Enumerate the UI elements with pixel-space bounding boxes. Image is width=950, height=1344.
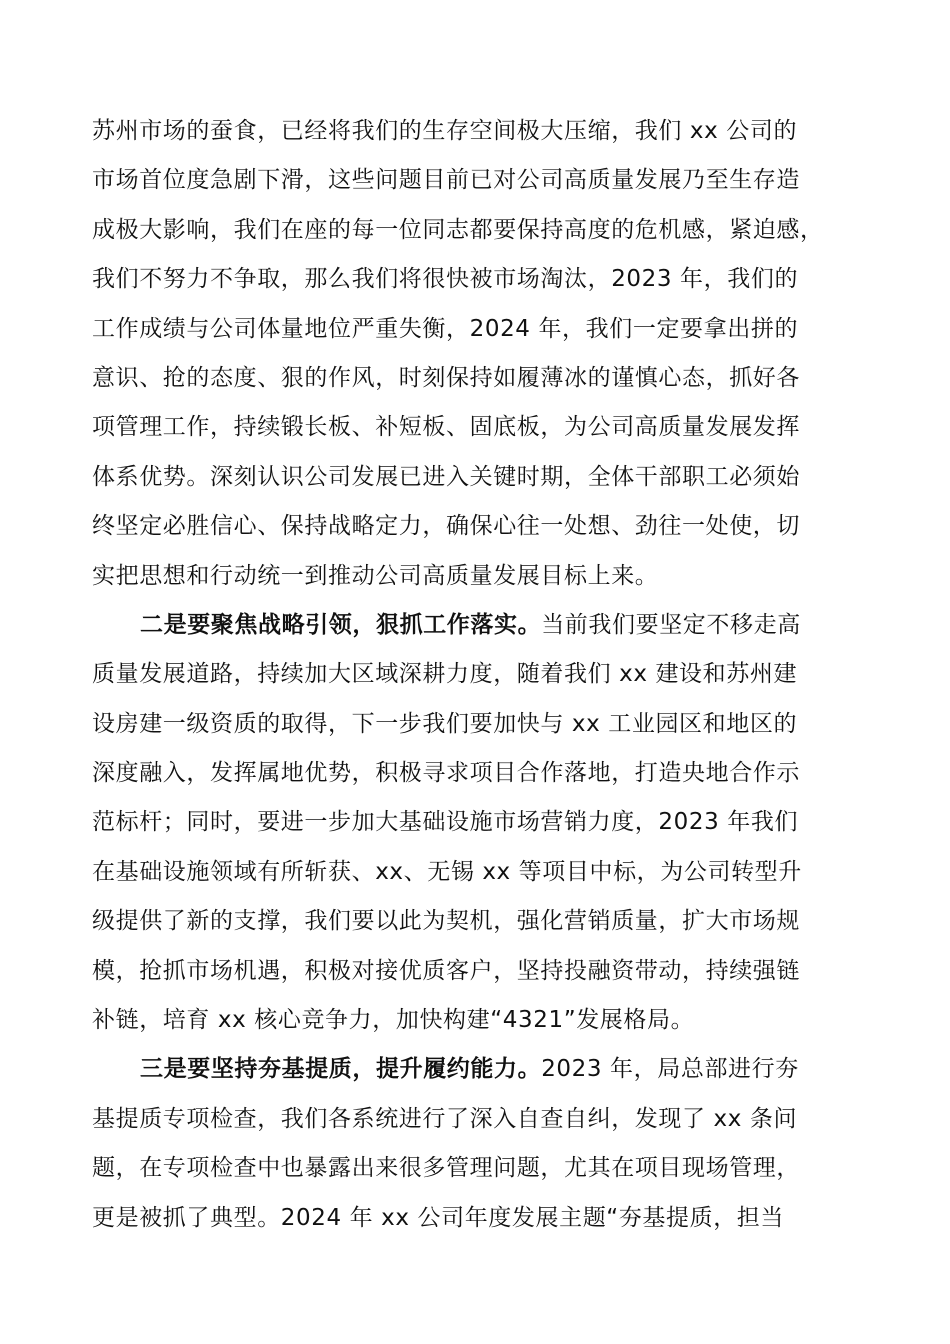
text-line: 深度融入，发挥属地优势，积极寻求项目合作落地，打造央地合作示 [92,760,800,787]
text-line: 模，抢抓市场机遇，积极对接优质客户，坚持投融资带动，持续强链 [92,957,800,984]
text-line: 基提质专项检查，我们各系统进行了深入自查自纠，发现了 xx 条问 [92,1105,798,1132]
paragraph-heading: 三是要坚持夯基提质，提升履约能力。 [140,1056,542,1083]
text-line: 级提供了新的支撑，我们要以此为契机，强化营销质量，扩大市场规 [92,908,800,935]
text-line: 成极大影响，我们在座的每一位同志都要保持高度的危机感，紧迫感， [92,216,824,243]
text-line: 质量发展道路，持续加大区域深耕力度，随着我们 xx 建设和苏州建 [92,661,798,688]
text-line: 市场首位度急剧下滑，这些问题目前已对公司高质量发展乃至生存造 [92,167,800,194]
text-line: 实把思想和行动统一到推动公司高质量发展目标上来。 [92,562,659,589]
text-line: 意识、抢的态度、狠的作风，时刻保持如履薄冰的谨慎心态，抓好各 [92,364,800,391]
text-line: 补链，培育 xx 核心竞争力，加快构建“4321”发展格局。 [92,1007,695,1034]
text-run: 2023 年，局总部进行夯 [541,1056,799,1083]
text-line: 苏州市场的蚕食，已经将我们的生存空间极大压缩，我们 xx 公司的 [92,118,798,144]
text-line: 设房建一级资质的取得，下一步我们要加快与 xx 工业园区和地区的 [92,710,798,737]
text-line: 终坚定必胜信心、保持战略定力，确保心往一处想、劲往一处使，切 [92,513,800,540]
text-line: 体系优势。深刻认识公司发展已进入关键时期，全体干部职工必须始 [92,463,800,490]
paragraph-start-line [92,1045,872,1094]
text-line: 工作成绩与公司体量地位严重失衡，2024 年，我们一定要拿出拼的 [92,315,799,342]
text-line: 范标杆；同时，要进一步加大基础设施市场营销力度，2023 年我们 [92,809,799,836]
text-line: 在基础设施领域有所斩获、xx、无锡 xx 等项目中标，为公司转型升 [92,858,802,885]
text-line: 更是被抓了典型。2024 年 xx 公司年度发展主题“夯基提质，担当 [92,1204,785,1231]
paragraph-heading: 二是要聚焦战略引领，狠抓工作落实。 [140,611,542,638]
text-line: 项管理工作，持续锻长板、补短板、固底板，为公司高质量发展发挥 [92,414,800,441]
text-run: 当前我们要坚定不移走高 [541,611,801,638]
paragraph-start-line [92,601,872,650]
document-body [92,107,872,1243]
text-line: 题，在专项检查中也暴露出来很多管理问题，尤其在项目现场管理， [92,1155,800,1182]
text-line: 我们不努力不争取，那么我们将很快被市场淘汰，2023 年，我们的 [92,266,799,293]
